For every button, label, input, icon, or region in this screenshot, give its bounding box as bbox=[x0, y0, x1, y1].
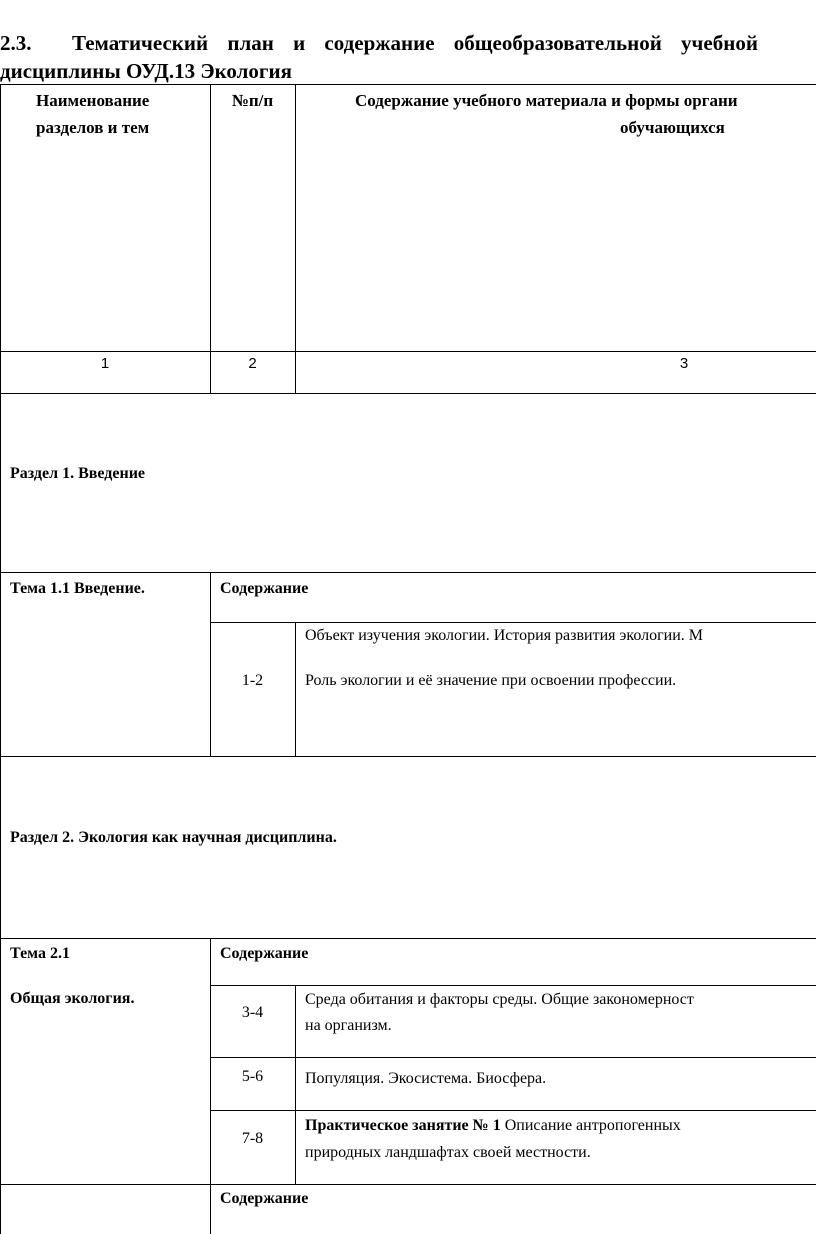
lesson-content-line: Популяция. Экосистема. Биосфера. bbox=[305, 1070, 547, 1087]
table-col-divider bbox=[210, 572, 211, 756]
content-label: Содержание bbox=[220, 580, 309, 597]
header-col3-line2: обучающихся bbox=[620, 118, 725, 137]
practical-label: Практическое занятие № 1 bbox=[305, 1117, 501, 1134]
lesson-content-line: Роль экологии и её значение при освоении профессии. bbox=[305, 672, 677, 689]
section-title-line2: дисциплины ОУД.13 Экология bbox=[0, 59, 292, 83]
table-rule bbox=[0, 572, 816, 573]
table-rule bbox=[210, 1057, 816, 1058]
section-number: 2.3. bbox=[0, 31, 32, 55]
topic-name-line1: Тема 2.1 bbox=[10, 945, 70, 962]
lesson-number: 1-2 bbox=[241, 672, 264, 689]
column-number-1: 1 bbox=[100, 355, 110, 372]
topic-name: Тема 1.1 Введение. bbox=[10, 580, 145, 597]
section-title-line1: Тематический план и содержание общеобразовательной учебной bbox=[72, 31, 758, 55]
header-col1-line1: Наименование bbox=[36, 91, 150, 110]
section-title: Раздел 1. Введение bbox=[10, 465, 146, 482]
table-col-divider bbox=[210, 84, 211, 393]
table-rule bbox=[0, 1184, 816, 1185]
header-col2: №п/п bbox=[231, 91, 274, 110]
content-label: Содержание bbox=[220, 945, 309, 962]
table-rule bbox=[0, 938, 816, 939]
lesson-content-line: природных ландшафтах своей местности. bbox=[305, 1144, 591, 1161]
lesson-number: 3-4 bbox=[241, 1004, 264, 1021]
table-rule bbox=[210, 1110, 816, 1111]
table-rule bbox=[210, 985, 816, 986]
lesson-content-line: Объект изучения экологии. История развития экологии. М bbox=[305, 627, 704, 644]
lesson-content-line bbox=[305, 1115, 681, 1137]
table-rule bbox=[210, 622, 816, 623]
lesson-content-line: на организм. bbox=[305, 1017, 392, 1034]
lesson-number: 7-8 bbox=[241, 1130, 264, 1147]
content-label: Содержание bbox=[220, 1190, 309, 1207]
header-col1-line2: разделов и тем bbox=[36, 118, 150, 137]
topic-name-line2: Общая экология. bbox=[10, 990, 135, 1007]
lesson-number: 5-6 bbox=[241, 1068, 264, 1085]
table-col-divider bbox=[295, 622, 296, 756]
header-col3-line1: Содержание учебного материала и формы органи bbox=[355, 91, 738, 110]
column-number-3: 3 bbox=[679, 355, 689, 372]
table-border-top bbox=[0, 84, 816, 85]
lesson-content-line: Среда обитания и факторы среды. Общие закономерност bbox=[305, 991, 694, 1008]
section-title: Раздел 2. Экология как научная дисциплина. bbox=[10, 829, 337, 846]
section-heading bbox=[0, 30, 816, 56]
table-border-left bbox=[0, 84, 1, 1234]
table-rule bbox=[0, 351, 816, 352]
column-number-2: 2 bbox=[248, 355, 257, 372]
table-col-divider bbox=[295, 84, 296, 393]
table-rule bbox=[0, 756, 816, 757]
table-col-divider bbox=[295, 985, 296, 1184]
table-rule bbox=[0, 393, 816, 394]
practical-text: Описание антропогенных bbox=[500, 1117, 681, 1134]
